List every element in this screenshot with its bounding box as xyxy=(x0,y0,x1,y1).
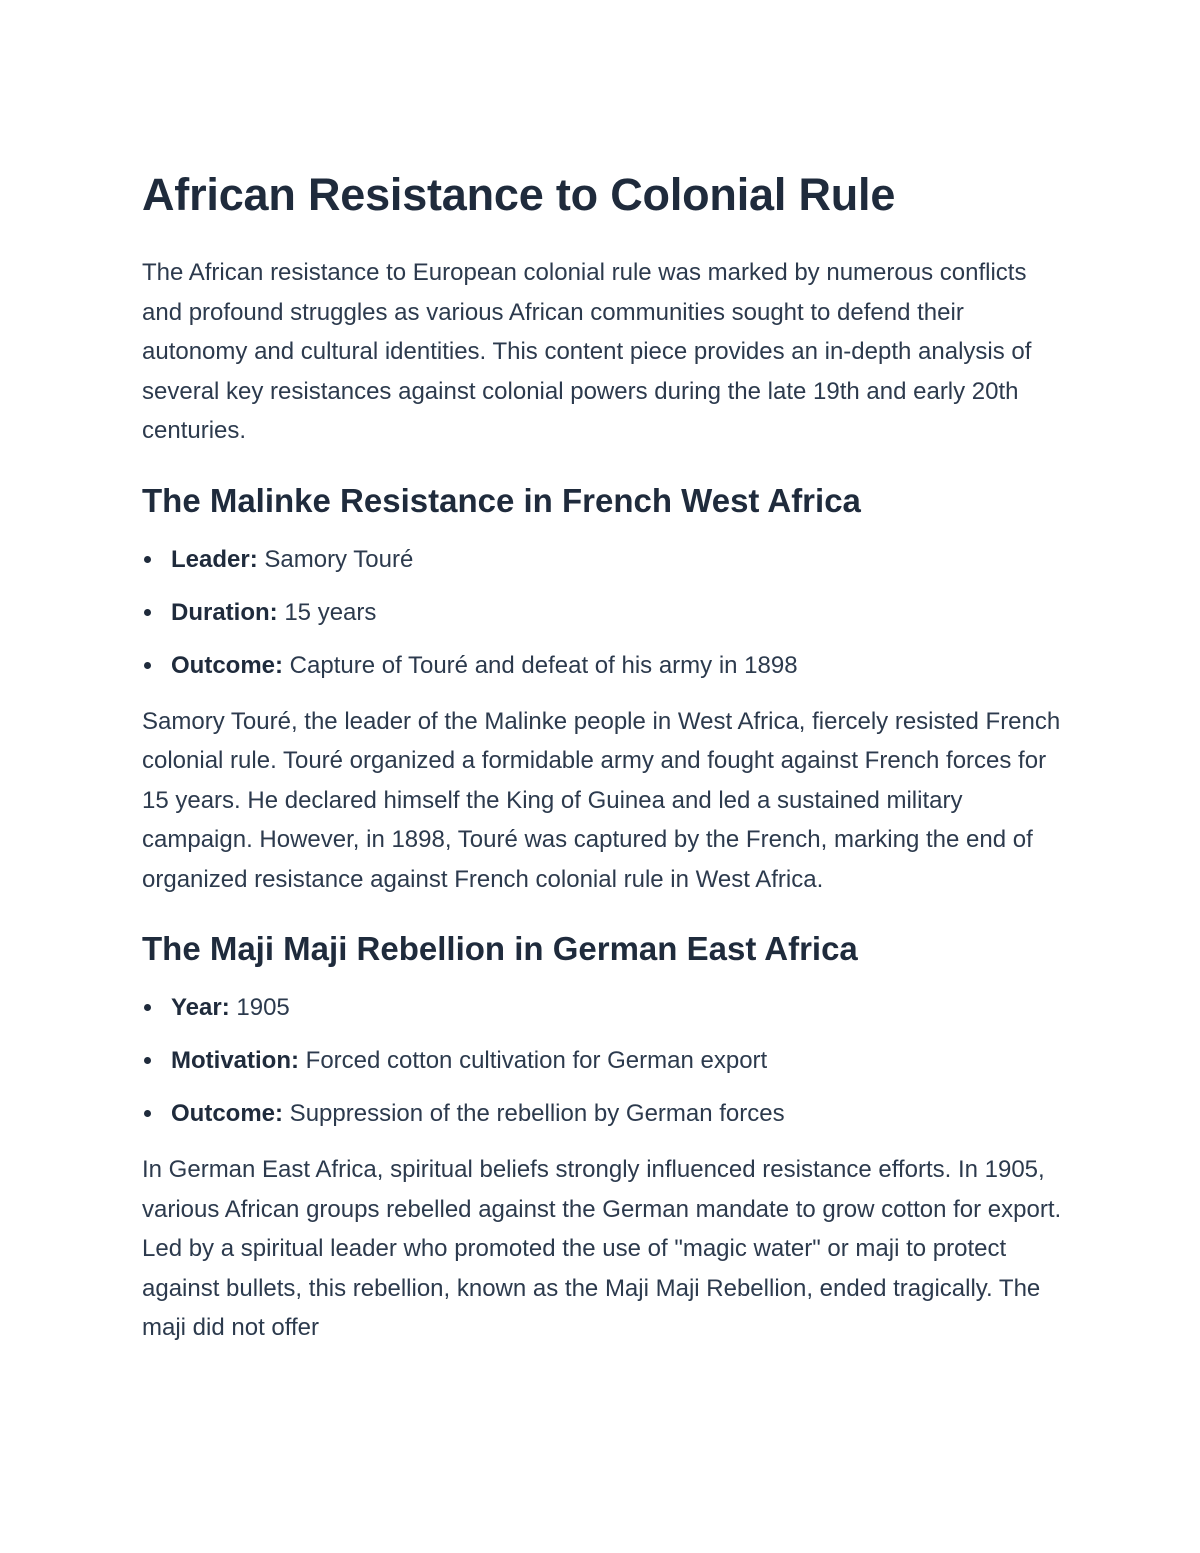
list-item xyxy=(142,991,1072,1024)
fact-term: Motivation: xyxy=(171,1047,299,1074)
page-title: African Resistance to Colonial Rule xyxy=(142,169,896,220)
bullet-icon xyxy=(144,1004,151,1011)
fact-value: 15 years xyxy=(277,598,377,626)
bullet-icon xyxy=(144,1110,151,1117)
section-body: Samory Touré, the leader of the Malinke people in West Africa, fiercely resisted French colonial rule. Touré organized a formidable army and fought against French forces for 15 years. He declared himself the King of Guinea and led a sustained military campaign. However, in 1898, Touré was captured by the French, marking the end of organized resistance against French colonial rule in West Africa. xyxy=(142,707,1061,893)
section-heading: The Malinke Resistance in French West Africa xyxy=(142,481,861,519)
section-body: In German East Africa, spiritual beliefs strongly influenced resistance efforts. In 1905, various African groups rebelled against the German mandate to grow cotton for export. Led by a spiritual leader who promoted the use of "magic water" or maji to protect against bullets, this rebellion, known as the Maji Maji Rebellion, ended tragically. The maji did not offer xyxy=(142,1156,1062,1341)
fact-value: Samory Touré xyxy=(257,545,414,573)
bullet-icon xyxy=(144,609,151,616)
section-heading: The Maji Maji Rebellion in German East Africa xyxy=(142,930,858,967)
list-item xyxy=(142,543,1072,576)
fact-term: Leader: xyxy=(171,545,258,573)
intro-paragraph: The African resistance to European colonial rule was marked by numerous conflicts and profound struggles as various African communities sought to defend their autonomy and cultural identities. This content piece provides an in-depth analysis of several key resistances against colonial powers during the late 19th and early 20th centuries. xyxy=(142,259,1032,444)
fact-term: Duration: xyxy=(171,598,278,626)
section-maji-maji-rebellion xyxy=(142,927,1072,1348)
fact-term: Year: xyxy=(171,994,230,1021)
fact-value: Capture of Touré and defeat of his army in 1898 xyxy=(283,651,798,679)
fact-value: 1905 xyxy=(229,994,290,1021)
list-item xyxy=(142,596,1072,629)
list-item xyxy=(142,1044,1072,1077)
fact-list xyxy=(142,543,1072,682)
section-malinke-resistance xyxy=(142,479,1072,900)
fact-list xyxy=(142,991,1072,1130)
document-page xyxy=(142,165,1072,1376)
fact-value: Forced cotton cultivation for German export xyxy=(298,1047,768,1074)
list-item xyxy=(142,649,1072,682)
list-item xyxy=(142,1097,1072,1130)
bullet-icon xyxy=(144,1057,151,1064)
bullet-icon xyxy=(144,556,151,563)
fact-term: Outcome: xyxy=(171,651,284,679)
fact-term: Outcome: xyxy=(171,1100,284,1127)
bullet-icon xyxy=(144,662,151,669)
fact-value: Suppression of the rebellion by German forces xyxy=(283,1100,785,1127)
